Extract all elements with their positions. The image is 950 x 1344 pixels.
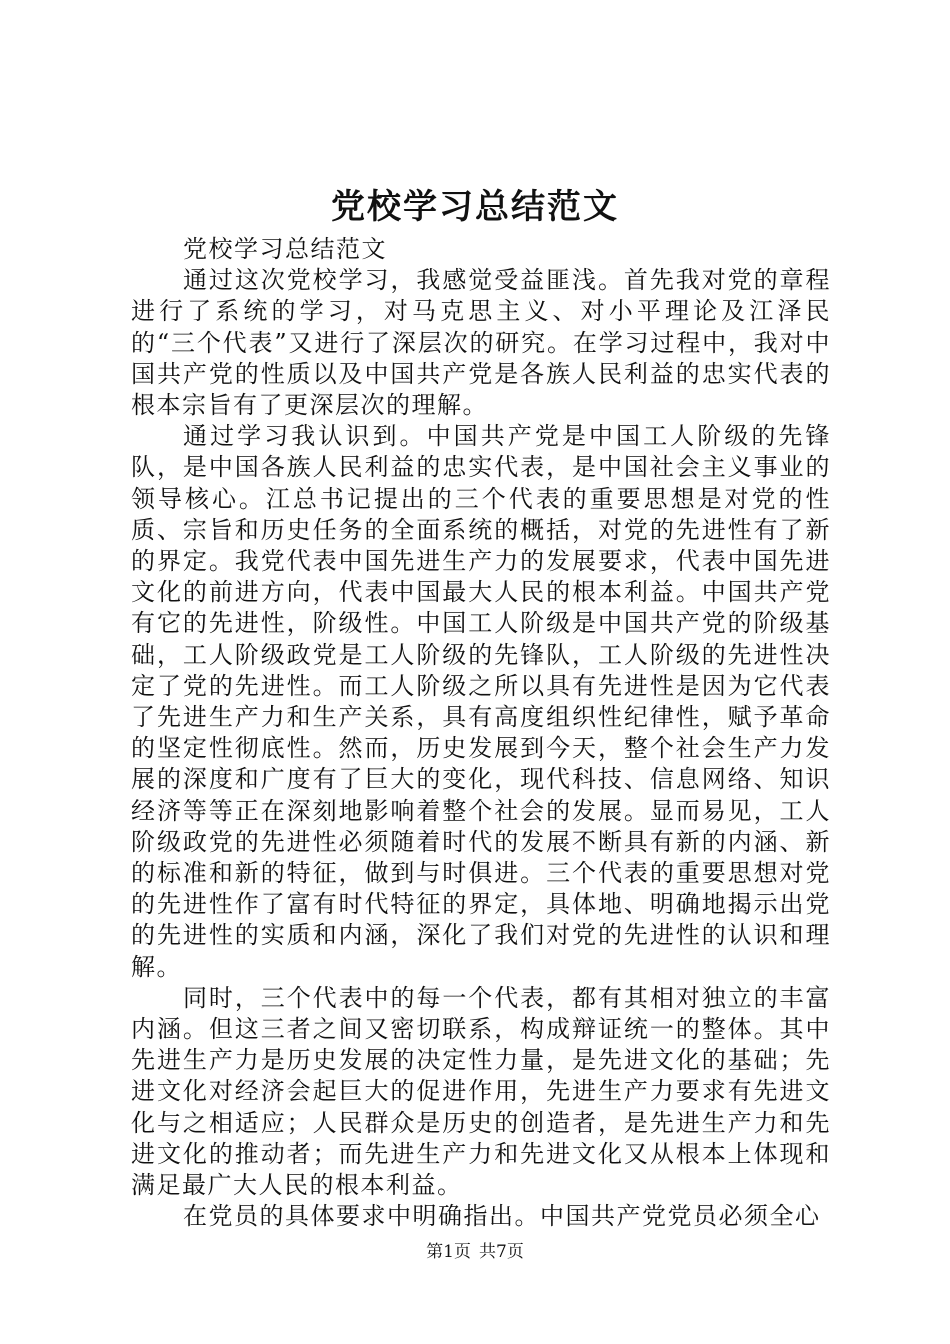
page-number: 第1页 — [426, 1242, 471, 1262]
body-paragraph-4: 在党员的具体要求中明确指出。中国共产党党员必须全心 — [183, 1202, 821, 1231]
document-body — [131, 234, 831, 1233]
page-total: 共7页 — [479, 1242, 524, 1262]
body-paragraph-1: 通过这次党校学习，我感觉受益匪浅。首先我对党的章程进行了系统的学习，对马克思主义、对小平理论及江泽民的“三个代表”又进行了深层次的研究。在学习过程中，我对中国共产党的性质以及中国共产党是各族人民利益的忠实代表的根本宗旨有了更深层次的理解。 — [131, 266, 831, 420]
document-title: 党校学习总结范文 — [331, 187, 619, 227]
body-paragraph-3: 同时，三个代表中的每一个代表，都有其相对独立的丰富内涵。但这三者之间又密切联系，构成辩证统一的整体。其中先进生产力是历史发展的决定性力量，是先进文化的基础；先进文化对经济会起巨大的促进作用，先进生产力要求有先进文化与之相适应；人民群众是历史的创造者，是先进生产力和先进文化的推动者；而先进生产力和先进文化又从根本上体现和满足最广大人民的根本利益。 — [131, 983, 831, 1200]
body-paragraph-2: 通过学习我认识到。中国共产党是中国工人阶级的先锋队，是中国各族人民利益的忠实代表，是中国社会主义事业的领导核心。江总书记提出的三个代表的重要思想是对党的性质、宗旨和历史任务的全面系统的概括，对党的先进性有了新的界定。我党代表中国先进生产力的发展要求，代表中国先进文化的前进方向，代表中国最大人民的根本利益。中国共产党有它的先进性，阶级性。中国工人阶级是中国共产党的阶级基础，工人阶级政党是工人阶级的先锋队，工人阶级的先进性决定了党的先进性。而工人阶级之所以具有先进性是因为它代表了先进生产力和生产关系，具有高度组织性纪律性，赋予革命的坚定性彻底性。然而，历史发展到今天，整个社会生产力发展的深度和广度有了巨大的变化，现代科技、信息网络、知识经济等等正在深刻地影响着整个社会的发展。显而易见，工人阶级政党的先进性必须随着时代的发展不断具有新的内涵、新的标准和新的特征，做到与时俱进。三个代表的重要思想对党的先进性作了富有时代特征的界定，具体地、明确地揭示出党的先进性的实质和内涵，深化了我们对党的先进性的认识和理解。 — [131, 422, 831, 981]
subtitle-paragraph: 党校学习总结范文 — [183, 235, 387, 263]
page-footer — [0, 1240, 950, 1264]
